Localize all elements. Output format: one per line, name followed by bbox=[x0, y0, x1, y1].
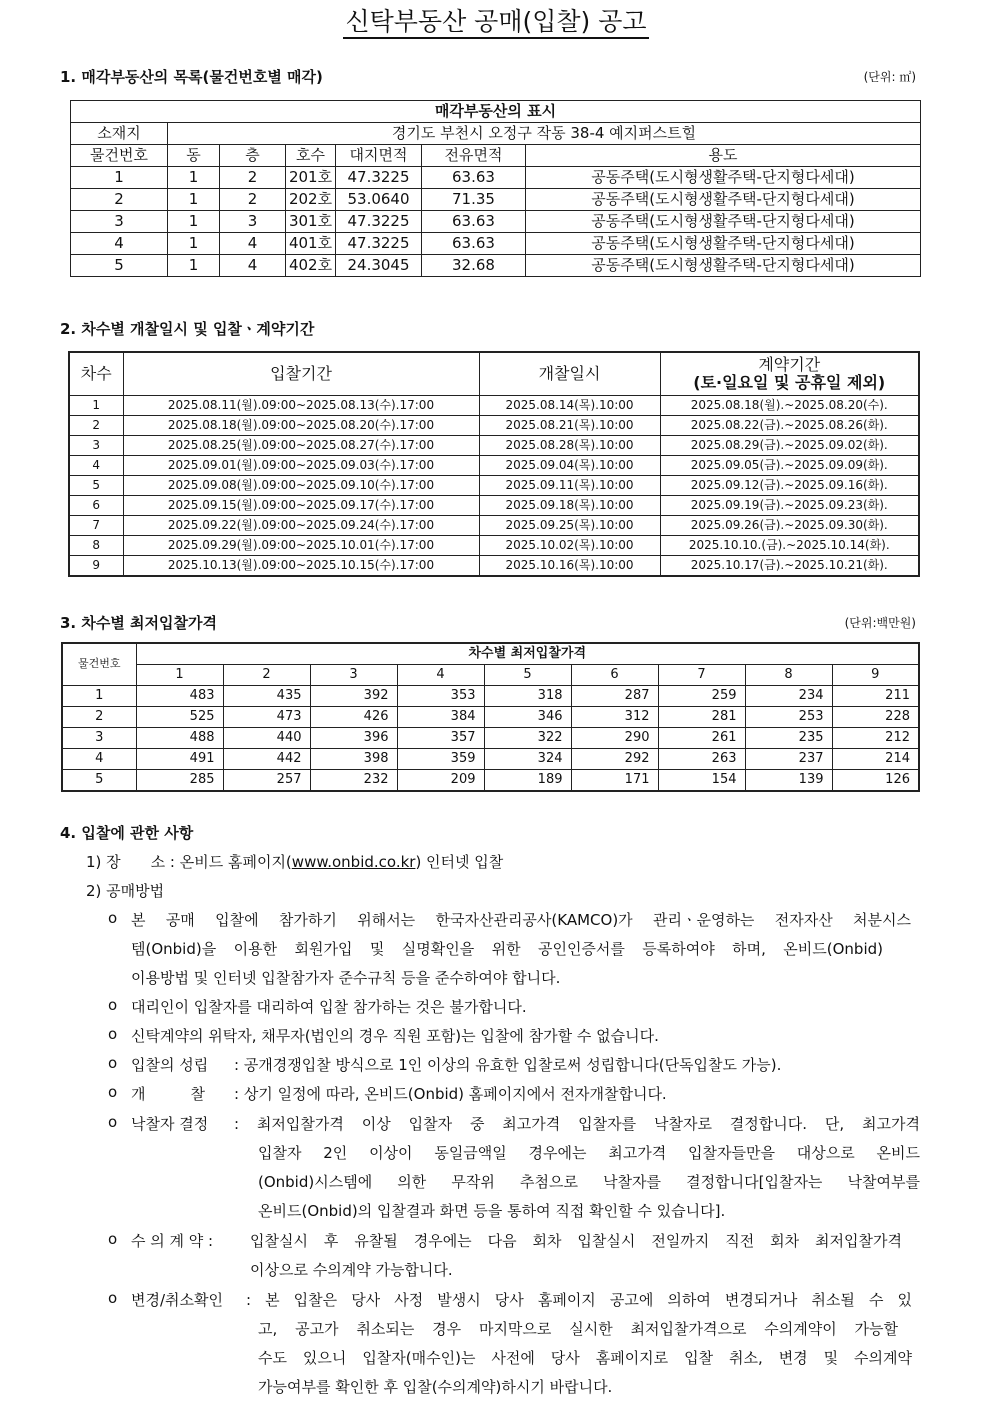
onbid-link[interactable]: www.onbid.co.kr bbox=[291, 853, 416, 871]
table-row bbox=[62, 770, 919, 792]
table-cell: 2025.10.13(월).09:00~2025.10.15(수).17:00 bbox=[123, 556, 479, 577]
table-cell: 1 bbox=[168, 255, 220, 277]
price-cell: 290 bbox=[571, 728, 658, 749]
item-number: 5 bbox=[62, 770, 136, 792]
price-cell: 442 bbox=[223, 749, 310, 770]
p8-line2: 고, 공고가 취소되는 경우 마지막으로 실시한 최저입찰가격으로 수의계약이 가능할 bbox=[258, 1320, 898, 1338]
table-cell: 2025.10.02(목).10:00 bbox=[479, 536, 660, 556]
price-cell: 263 bbox=[658, 749, 745, 770]
price-cell: 312 bbox=[571, 707, 658, 728]
table-cell: 3 bbox=[69, 436, 123, 456]
price-cell: 384 bbox=[397, 707, 484, 728]
bullet: ο bbox=[108, 996, 118, 1014]
table-cell: 3 bbox=[220, 211, 286, 233]
contract-period-label: 계약기간 bbox=[758, 355, 821, 375]
table-cell: 1 bbox=[168, 211, 220, 233]
table-row bbox=[69, 476, 919, 496]
p4-label: 입찰의 성립 bbox=[131, 1056, 209, 1074]
p1-line3: 이용방법 및 인터넷 입찰참가자 준수규칙 등을 준수하여야 합니다. bbox=[131, 969, 561, 987]
table-cell: 2025.08.11(월).09:00~2025.08.13(수).17:00 bbox=[123, 396, 479, 416]
column-header: 호수 bbox=[286, 145, 336, 167]
table-row bbox=[62, 728, 919, 749]
bid-place-suffix: ) 인터넷 입찰 bbox=[415, 853, 504, 871]
table-cell: 4 bbox=[71, 233, 168, 255]
p8-label: 변경/취소확인 bbox=[131, 1291, 223, 1309]
table-cell: 32.68 bbox=[422, 255, 526, 277]
table-row bbox=[71, 211, 921, 233]
p8-line1: : 본 입찰은 당사 사정 발생시 당사 홈페이지 공고에 의하여 변경되거나 취소될 수 있 bbox=[246, 1291, 912, 1309]
table-cell: 2025.10.17(금).~2025.10.21(화). bbox=[660, 556, 919, 577]
location-value: 경기도 부천시 오정구 작동 38-4 예지퍼스트힐 bbox=[168, 123, 921, 145]
table-cell: 3 bbox=[71, 211, 168, 233]
bullet: ο bbox=[108, 1289, 118, 1307]
table-cell: 1 bbox=[168, 189, 220, 211]
price-cell: 171 bbox=[571, 770, 658, 792]
price-cell: 235 bbox=[745, 728, 832, 749]
col-opening: 개찰일시 bbox=[479, 352, 660, 396]
table-cell: 1 bbox=[168, 167, 220, 189]
col-round: 차수 bbox=[69, 352, 123, 396]
col-group-price: 차수별 최저입찰가격 bbox=[136, 643, 919, 665]
table-row bbox=[69, 496, 919, 516]
bid-place-label: 1) 장 소 : 온비드 홈페이지( bbox=[86, 853, 292, 871]
table-cell: 63.63 bbox=[422, 233, 526, 255]
price-cell: 488 bbox=[136, 728, 223, 749]
col-item-no: 물건번호 bbox=[62, 643, 136, 686]
section3-unit: (단위:백만원) bbox=[844, 616, 916, 630]
table-row bbox=[69, 396, 919, 416]
table-cell: 4 bbox=[220, 233, 286, 255]
price-cell: 126 bbox=[832, 770, 919, 792]
round-header: 1 bbox=[136, 665, 223, 686]
table-cell: 47.3225 bbox=[336, 167, 422, 189]
price-cell: 214 bbox=[832, 749, 919, 770]
price-cell: 257 bbox=[223, 770, 310, 792]
table-cell: 2025.09.22(월).09:00~2025.09.24(수).17:00 bbox=[123, 516, 479, 536]
section4-heading: 4. 입찰에 관한 사항 bbox=[60, 824, 194, 842]
location-label: 소재지 bbox=[71, 123, 168, 145]
price-cell: 353 bbox=[397, 686, 484, 707]
schedule-table bbox=[68, 351, 920, 577]
price-cell: 234 bbox=[745, 686, 832, 707]
bullet: ο bbox=[108, 1113, 118, 1131]
price-cell: 483 bbox=[136, 686, 223, 707]
price-cell: 154 bbox=[658, 770, 745, 792]
table-cell: 공동주택(도시형생활주택-단지형다세대) bbox=[526, 255, 921, 277]
table-cell: 2 bbox=[220, 167, 286, 189]
table-cell: 5 bbox=[69, 476, 123, 496]
p8-line4: 가능여부를 확인한 후 입찰(수의계약)하시기 바랍니다. bbox=[258, 1378, 613, 1396]
table-row bbox=[62, 707, 919, 728]
round-header: 6 bbox=[571, 665, 658, 686]
price-cell: 346 bbox=[484, 707, 571, 728]
table-cell: 1 bbox=[168, 233, 220, 255]
table-cell: 63.63 bbox=[422, 167, 526, 189]
round-header: 5 bbox=[484, 665, 571, 686]
table-cell: 2025.08.18(월).09:00~2025.08.20(수).17:00 bbox=[123, 416, 479, 436]
table-cell: 4 bbox=[69, 456, 123, 476]
p7-line1: 입찰실시 후 유찰될 경우에는 다음 회차 입찰실시 전일까지 직전 회차 최저입찰가격 bbox=[250, 1232, 902, 1250]
round-header: 8 bbox=[745, 665, 832, 686]
table-cell: 공동주택(도시형생활주택-단지형다세대) bbox=[526, 167, 921, 189]
table-cell: 2025.09.29(월).09:00~2025.10.01(수).17:00 bbox=[123, 536, 479, 556]
price-cell: 435 bbox=[223, 686, 310, 707]
p3-text: 신탁계약의 위탁자, 채무자(법인의 경우 직원 포함)는 입찰에 참가할 수 없습니다. bbox=[131, 1027, 659, 1045]
price-cell: 359 bbox=[397, 749, 484, 770]
price-cell: 285 bbox=[136, 770, 223, 792]
price-cell: 318 bbox=[484, 686, 571, 707]
table-cell: 5 bbox=[71, 255, 168, 277]
table-cell: 2025.09.01(월).09:00~2025.09.03(수).17:00 bbox=[123, 456, 479, 476]
table-cell: 7 bbox=[69, 516, 123, 536]
table-cell: 8 bbox=[69, 536, 123, 556]
table-cell: 공동주택(도시형생활주택-단지형다세대) bbox=[526, 233, 921, 255]
table-cell: 1 bbox=[69, 396, 123, 416]
contract-period-note: (토·일요일 및 공휴일 제외) bbox=[693, 373, 886, 392]
column-header: 동 bbox=[168, 145, 220, 167]
price-cell: 473 bbox=[223, 707, 310, 728]
table-cell: 공동주택(도시형생활주택-단지형다세대) bbox=[526, 211, 921, 233]
table-row bbox=[62, 749, 919, 770]
p6-line3: (Onbid)시스템에 의한 무작위 추첨으로 낙찰자를 결정합니다[입찰자는 낙찰여부를 bbox=[258, 1173, 920, 1191]
method-label: 2) 공매방법 bbox=[86, 882, 165, 900]
section1-unit: (단위: ㎡) bbox=[863, 70, 916, 84]
table-row bbox=[71, 167, 921, 189]
table-cell: 2025.08.22(금).~2025.08.26(화). bbox=[660, 416, 919, 436]
item-number: 3 bbox=[62, 728, 136, 749]
item-number: 1 bbox=[62, 686, 136, 707]
table-cell: 47.3225 bbox=[336, 211, 422, 233]
price-cell: 426 bbox=[310, 707, 397, 728]
table-row bbox=[71, 233, 921, 255]
col-bid-period: 입찰기간 bbox=[123, 352, 479, 396]
price-cell: 189 bbox=[484, 770, 571, 792]
table-cell: 402호 bbox=[286, 255, 336, 277]
table-cell: 53.0640 bbox=[336, 189, 422, 211]
table-row bbox=[69, 456, 919, 476]
bid-place-line bbox=[86, 851, 503, 872]
table-cell: 2025.09.15(월).09:00~2025.09.17(수).17:00 bbox=[123, 496, 479, 516]
table-cell: 1 bbox=[71, 167, 168, 189]
table-cell: 24.3045 bbox=[336, 255, 422, 277]
price-cell: 392 bbox=[310, 686, 397, 707]
table-cell: 2025.09.04(목).10:00 bbox=[479, 456, 660, 476]
table-row bbox=[69, 436, 919, 456]
price-cell: 287 bbox=[571, 686, 658, 707]
price-cell: 525 bbox=[136, 707, 223, 728]
table-cell: 4 bbox=[220, 255, 286, 277]
price-cell: 253 bbox=[745, 707, 832, 728]
table-cell: 2025.09.19(금).~2025.09.23(화). bbox=[660, 496, 919, 516]
table-cell: 2025.10.10.(금).~2025.10.14(화). bbox=[660, 536, 919, 556]
p6-line1: : 최저입찰가격 이상 입찰자 중 최고가격 입찰자를 낙찰자로 결정합니다. 단, 최고가격 bbox=[234, 1115, 920, 1133]
table-cell: 2025.09.05(금).~2025.09.09(화). bbox=[660, 456, 919, 476]
p5-text: : 상기 일정에 따라, 온비드(Onbid) 홈페이지에서 전자개찰합니다. bbox=[234, 1085, 667, 1103]
bullet: ο bbox=[108, 1083, 118, 1101]
col-contract bbox=[660, 352, 919, 396]
price-cell: 396 bbox=[310, 728, 397, 749]
price-cell: 212 bbox=[832, 728, 919, 749]
price-cell: 322 bbox=[484, 728, 571, 749]
table-row bbox=[69, 516, 919, 536]
table-row bbox=[69, 536, 919, 556]
p1-line1: 본 공매 입찰에 참가하기 위해서는 한국자산관리공사(KAMCO)가 관리ㆍ운영하는 전자자산 처분시스 bbox=[131, 911, 911, 929]
table-row bbox=[62, 686, 919, 707]
table-cell: 2 bbox=[69, 416, 123, 436]
p7-label: 수 의 계 약 : bbox=[131, 1232, 214, 1250]
property-list-table bbox=[70, 100, 921, 277]
table-cell: 71.35 bbox=[422, 189, 526, 211]
table-cell: 2025.08.14(목).10:00 bbox=[479, 396, 660, 416]
bullet: ο bbox=[108, 909, 118, 927]
round-header: 7 bbox=[658, 665, 745, 686]
p6-line2: 입찰자 2인 이상이 동일금액일 경우에는 최고가격 입찰자들만을 대상으로 온비드 bbox=[258, 1144, 920, 1162]
p8-line3: 수도 있으니 입찰자(매수인)는 사전에 당사 홈페이지로 입찰 취소, 변경 및 수의계약 bbox=[258, 1349, 912, 1367]
min-price-table bbox=[61, 642, 920, 792]
section1-heading: 1. 매각부동산의 목록(물건번호별 매각) bbox=[60, 68, 323, 86]
section2-heading: 2. 차수별 개찰일시 및 입찰ㆍ계약기간 bbox=[60, 320, 315, 338]
table-cell: 2025.09.12(금).~2025.09.16(화). bbox=[660, 476, 919, 496]
table-cell: 2025.09.26(금).~2025.09.30(화). bbox=[660, 516, 919, 536]
bullet: ο bbox=[108, 1025, 118, 1043]
round-header: 4 bbox=[397, 665, 484, 686]
column-header: 전유면적 bbox=[422, 145, 526, 167]
p2-text: 대리인이 입찰자를 대리하여 입찰 참가하는 것은 불가합니다. bbox=[131, 998, 527, 1016]
table-cell: 6 bbox=[69, 496, 123, 516]
round-header: 2 bbox=[223, 665, 310, 686]
table-cell: 2025.08.28(목).10:00 bbox=[479, 436, 660, 456]
p6-line4: 온비드(Onbid)의 입찰결과 화면 등을 통하여 직접 확인할 수 있습니다]. bbox=[258, 1202, 726, 1220]
table-cell: 2 bbox=[220, 189, 286, 211]
page-title: 신탁부동산 공매(입찰) 공고 bbox=[0, 2, 992, 38]
round-header: 3 bbox=[310, 665, 397, 686]
price-cell: 211 bbox=[832, 686, 919, 707]
table-cell: 2025.09.11(목).10:00 bbox=[479, 476, 660, 496]
table-cell: 공동주택(도시형생활주택-단지형다세대) bbox=[526, 189, 921, 211]
table-cell: 2 bbox=[71, 189, 168, 211]
price-cell: 292 bbox=[571, 749, 658, 770]
table-cell: 301호 bbox=[286, 211, 336, 233]
price-cell: 232 bbox=[310, 770, 397, 792]
table-cell: 2025.08.25(월).09:00~2025.08.27(수).17:00 bbox=[123, 436, 479, 456]
price-cell: 440 bbox=[223, 728, 310, 749]
table-cell: 63.63 bbox=[422, 211, 526, 233]
table-cell: 401호 bbox=[286, 233, 336, 255]
item-number: 4 bbox=[62, 749, 136, 770]
p4-text: : 공개경쟁입찰 방식으로 1인 이상의 유효한 입찰로써 성립합니다(단독입찰도 가능). bbox=[234, 1056, 782, 1074]
table-title: 매각부동산의 표시 bbox=[71, 101, 921, 123]
bullet: ο bbox=[108, 1054, 118, 1072]
item-number: 2 bbox=[62, 707, 136, 728]
table-row bbox=[69, 556, 919, 577]
price-cell: 357 bbox=[397, 728, 484, 749]
table-row bbox=[69, 416, 919, 436]
price-cell: 398 bbox=[310, 749, 397, 770]
table-cell: 2025.10.16(목).10:00 bbox=[479, 556, 660, 577]
table-cell: 2025.09.25(목).10:00 bbox=[479, 516, 660, 536]
column-header: 용도 bbox=[526, 145, 921, 167]
section3-heading: 3. 차수별 최저입찰가격 bbox=[60, 614, 217, 632]
table-cell: 9 bbox=[69, 556, 123, 577]
table-cell: 2025.09.08(월).09:00~2025.09.10(수).17:00 bbox=[123, 476, 479, 496]
table-cell: 201호 bbox=[286, 167, 336, 189]
round-header: 9 bbox=[832, 665, 919, 686]
table-cell: 202호 bbox=[286, 189, 336, 211]
price-cell: 209 bbox=[397, 770, 484, 792]
table-cell: 2025.08.29(금).~2025.09.02(화). bbox=[660, 436, 919, 456]
bullet: ο bbox=[108, 1230, 118, 1248]
p6-label: 낙찰자 결정 bbox=[131, 1115, 209, 1133]
p7-line2: 이상으로 수의계약 가능합니다. bbox=[250, 1261, 453, 1279]
column-header: 대지면적 bbox=[336, 145, 422, 167]
p5-label: 개 찰 bbox=[131, 1085, 205, 1103]
price-cell: 228 bbox=[832, 707, 919, 728]
table-row bbox=[71, 255, 921, 277]
price-cell: 491 bbox=[136, 749, 223, 770]
price-cell: 237 bbox=[745, 749, 832, 770]
table-cell: 2025.09.18(목).10:00 bbox=[479, 496, 660, 516]
price-cell: 324 bbox=[484, 749, 571, 770]
column-header: 층 bbox=[220, 145, 286, 167]
column-header: 물건번호 bbox=[71, 145, 168, 167]
price-cell: 139 bbox=[745, 770, 832, 792]
table-cell: 47.3225 bbox=[336, 233, 422, 255]
price-cell: 281 bbox=[658, 707, 745, 728]
table-cell: 2025.08.21(목).10:00 bbox=[479, 416, 660, 436]
p1-line2: 템(Onbid)을 이용한 회원가입 및 실명확인을 위한 공인인증서를 등록하여야 하며, 온비드(Onbid) bbox=[131, 940, 883, 958]
price-cell: 261 bbox=[658, 728, 745, 749]
price-cell: 259 bbox=[658, 686, 745, 707]
table-row bbox=[71, 189, 921, 211]
table-cell: 2025.08.18(월).~2025.08.20(수). bbox=[660, 396, 919, 416]
